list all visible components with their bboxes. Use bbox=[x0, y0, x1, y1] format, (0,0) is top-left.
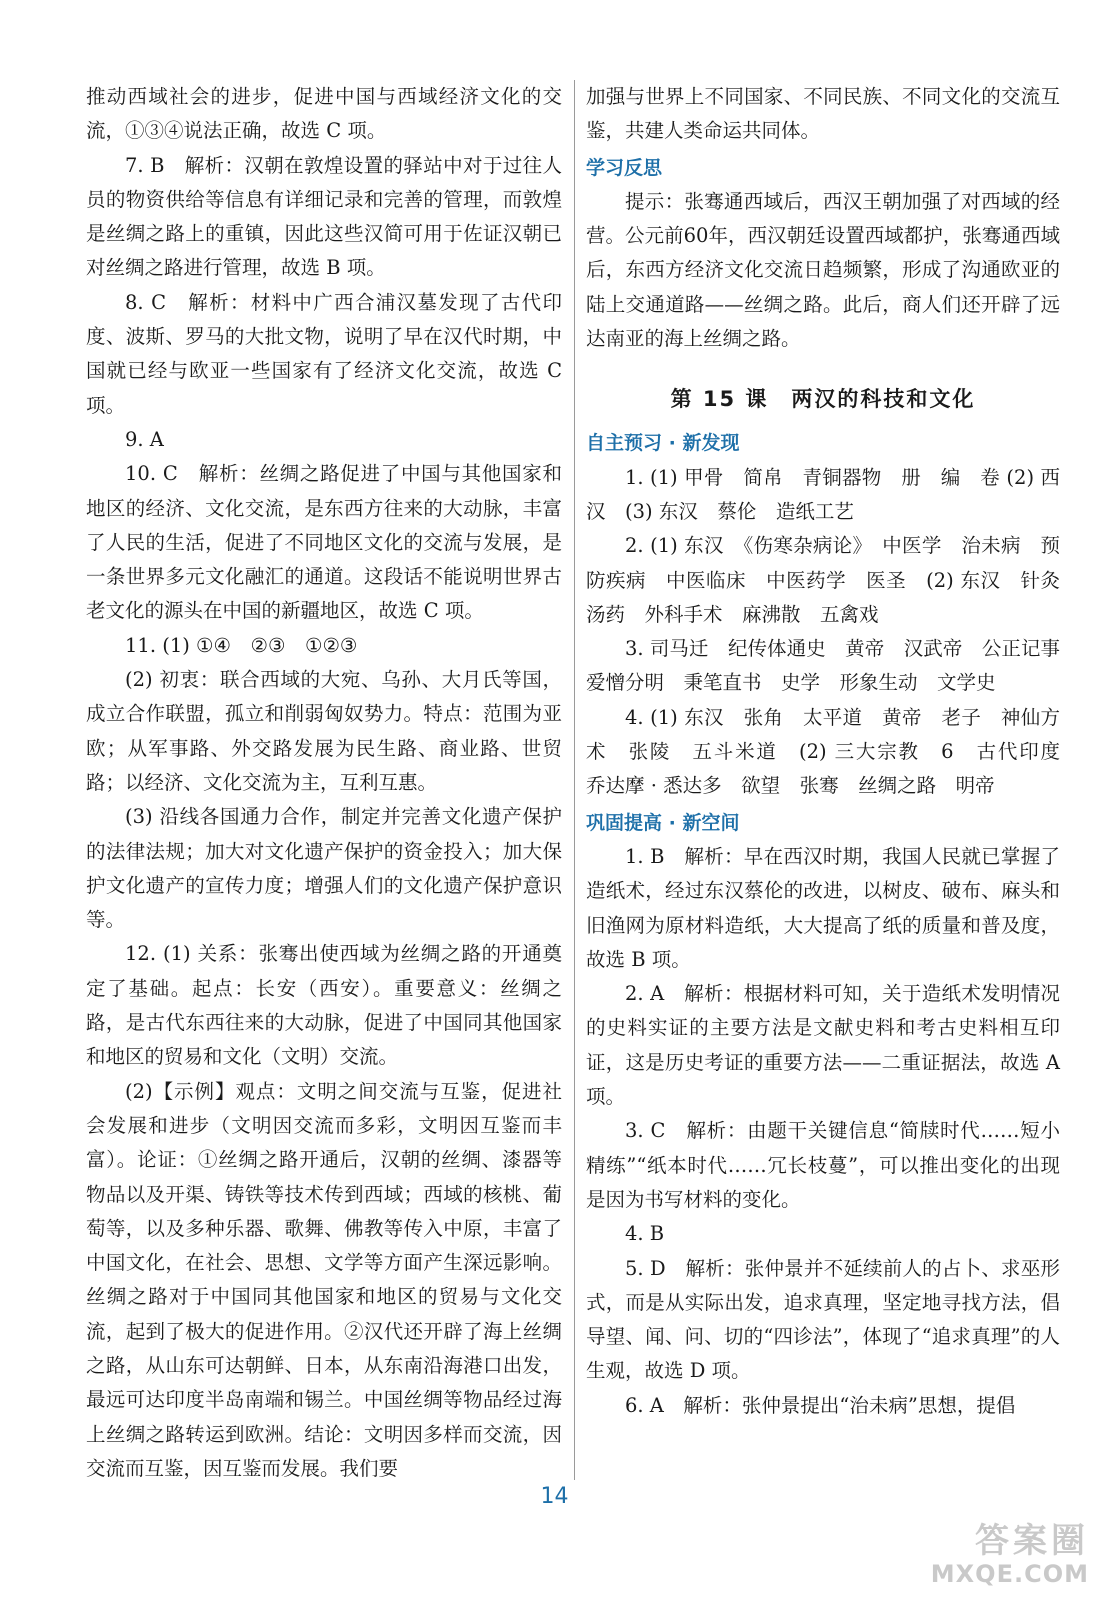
answer-12-part-2: (2)【示例】观点：文明之间交流与互鉴，促进社会发展和进步（文明因交流而多彩，文明因互鉴而丰富）。论证：①丝绸之路开通后，汉朝的丝绸、漆器等物品以及开渠、铸铁等技术传到西域；西域的核桃、葡萄等，以及多种乐器、歌舞、佛教等传入中原，丰富了中国文化，在社会、思想、文学等方面产生深远影响。丝绸之路对于中国同其他国家和地区的贸易与文化交流，起到了极大的促进作用。②汉代还开辟了海上丝绸之路，从山东可达朝鲜、日本，从东南沿海港口出发，最远可达印度半岛南端和锡兰。中国丝绸等物品经过海上丝绸之路转运到欧洲。结论：文明因多样而交流，因交流而互鉴，因互鉴而发展。我们要 bbox=[86, 1079, 562, 1480]
answer-11-part-3: (3) 沿线各国通力合作，制定并完善文化遗产保护的法律法规；加大对文化遗产保护的资金投入；加大保护文化遗产的宣传力度；增强人们的文化遗产保护意识等。 bbox=[86, 805, 562, 932]
answer-8: 8. C 解析：材料中广西合浦汉墓发现了古代印度、波斯、罗马的大批文物，说明了早在汉代时期，中国就已经与欧亚一些国家有了经济文化交流，故选 C 项。 bbox=[86, 290, 562, 417]
answer-paragraph-continuation: 推动西域社会的进步，促进中国与西域经济文化的交流，①③④说法正确，故选 C 项。 bbox=[86, 85, 562, 143]
left-column bbox=[86, 80, 562, 1486]
answer-11-part-2: (2) 初衷：联合西域的大宛、乌孙、大月氏等国，成立合作联盟，孤立和削弱匈奴势力。特点：范围为亚欧；从军事路、外交路发展为民生路、商业路、世贸路；以经济、文化交流为主，互利互惠。 bbox=[86, 668, 562, 794]
lesson-title: 第 15 课 两汉的科技和文化 bbox=[670, 387, 976, 412]
answer-12-part-1: 12. (1) 关系：张骞出使西域为丝绸之路的开通奠定了基础。起点：长安（西安）。重要意义：丝绸之路，是古代东西往来的大动脉，促进了中国同其他国家和地区的贸易和文化（文明）交流。 bbox=[86, 942, 562, 1069]
consolidate-item-1: 1. B 解析：早在西汉时期，我国人民就已掌握了造纸术，经过东汉蔡伦的改进，以树皮、破布、麻头和旧渔网为原材料造纸，大大提高了纸的质量和普及度，故选 B 项。 bbox=[586, 844, 1060, 971]
answer-12-continuation: 加强与世界上不同国家、不同民族、不同文化的交流互鉴，共建人类命运共同体。 bbox=[586, 85, 1060, 143]
preview-item-4: 4. (1) 东汉 张角 太平道 黄帝 老子 神仙方术 张陵 五斗米道 (2) 三大宗教 6 古代印度 乔达摩 · 悉达多 欲望 张骞 丝绸之路 明帝 bbox=[586, 705, 1080, 798]
preview-item-2: 2. (1) 东汉 《伤寒杂病论》 中医学 治未病 预防疾病 中医临床 中医药学 医圣 (2) 东汉 针灸 汤药 外科手术 麻沸散 五禽戏 bbox=[586, 534, 1080, 626]
preview-item-1: 1. (1) 甲骨 简帛 青铜器物 册 编 卷 (2) 西汉 (3) 东汉 蔡伦 造纸工艺 bbox=[586, 465, 1060, 523]
reflection-text: 提示：张骞通西域后，西汉王朝加强了对西域的经营。公元前60年，西汉朝廷设置西域都护，张骞通西域后，东西方经济文化交流日趋频繁，形成了沟通欧亚的陆上交通道路——丝绸之路。此后，商人们还开辟了远达南亚的海上丝绸之路。 bbox=[586, 189, 1060, 351]
consolidate-item-3: 3. C 解析：由题干关键信息“简牍时代……短小精练”“纸本时代……冗长枝蔓”，可以推出变化的出现是因为书写材料的变化。 bbox=[586, 1119, 1060, 1211]
reflection-heading: 学习反思 bbox=[586, 156, 663, 179]
preview-heading: 自主预习 · 新发现 bbox=[586, 432, 740, 455]
consolidate-item-5: 5. D 解析：张仲景并不延续前人的占卜、求巫形式，而是从实际出发，追求真理，坚定地寻找方法，倡导望、闻、问、切的“四诊法”，体现了“追求真理”的人生观，故选 D 项。 bbox=[586, 1256, 1060, 1383]
consolidate-item-6: 6. A 解析：张仲景提出“治未病”思想，提倡 bbox=[625, 1393, 1016, 1417]
column-divider bbox=[574, 80, 575, 1480]
watermark-text-bottom: MXQE.COM bbox=[930, 1560, 1089, 1588]
page-number: 14 bbox=[540, 1484, 569, 1509]
answer-11-part-1: 11. (1) ①④ ②③ ①②③ bbox=[125, 633, 358, 657]
consolidate-item-2: 2. A 解析：根据材料可知，关于造纸术发明情况的史料实证的主要方法是文献史料和考古史料相互印证，这是历史考证的重要方法——二重证据法，故选 A 项。 bbox=[586, 982, 1060, 1109]
answer-10: 10. C 解析：丝绸之路促进了中国与其他国家和地区的经济、文化交流，是东西方往来的大动脉，丰富了人民的生活，促进了不同地区文化的交流与发展，是一条世界多元文化融汇的通道。这段话不能说明世界古老文化的源头在中国的新疆地区，故选 C 项。 bbox=[86, 462, 562, 623]
watermark-logo bbox=[931, 1522, 1089, 1588]
right-column bbox=[586, 80, 1080, 1423]
consolidate-item-4: 4. B bbox=[625, 1222, 665, 1246]
watermark-text-top: 答案圈 bbox=[975, 1521, 1089, 1561]
consolidate-heading: 巩固提高 · 新空间 bbox=[586, 811, 740, 834]
preview-item-3: 3. 司马迁 纪传体通史 黄帝 汉武帝 公正记事 爱憎分明 秉笔直书 史学 形象生动 文学史 bbox=[586, 637, 1080, 695]
answer-7: 7. B 解析：汉朝在敦煌设置的驿站中对于过往人员的物资供给等信息有详细记录和完善的管理，而敦煌是丝绸之路上的重镇，因此这些汉简可用于佐证汉朝已对丝绸之路进行管理，故选 B 项。 bbox=[86, 153, 562, 280]
answer-9: 9. A bbox=[125, 427, 164, 451]
